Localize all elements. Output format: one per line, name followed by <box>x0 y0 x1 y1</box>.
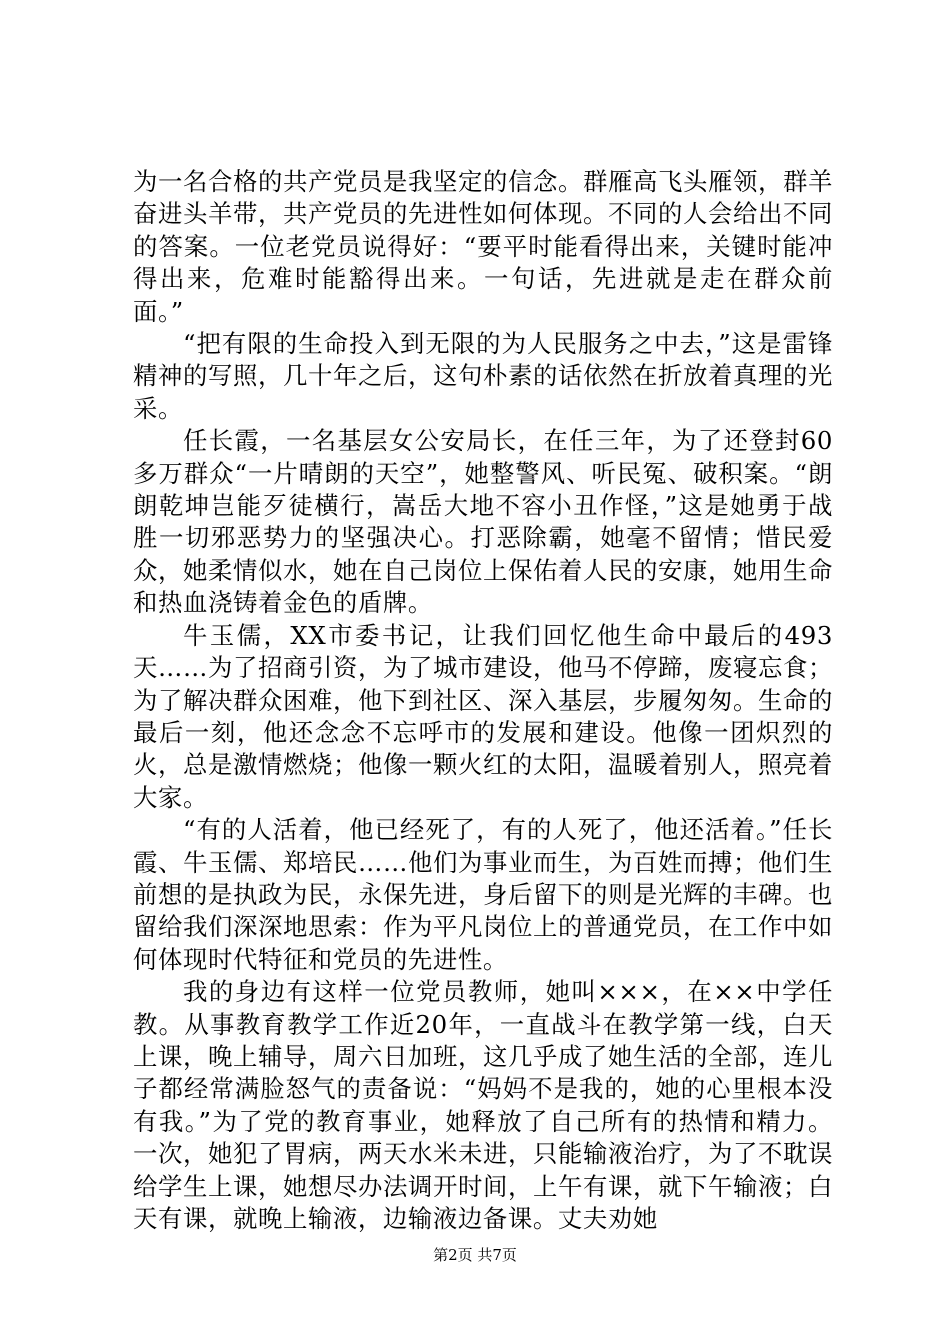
page-number-footer: 第2页 共7页 <box>433 1246 517 1264</box>
paragraph-reflection: “有的人活着，他已经死了，有的人死了，他还活着。”任长霞、牛玉儒、郑培民……他们为事业而生，为百姓而搏；他们生前想的是执政为民，永保先进，身后留下的则是光辉的丰碑。也留给我们深深地思索：作为平凡岗位上的普通党员，在工作中如何体现时代特征和党员的先进性。 <box>133 815 833 974</box>
paragraph-teacher-story: 我的身边有这样一位党员教师，她叫×××，在××中学任教。从事教育教学工作近20年，一直战斗在教学第一线，白天上课，晚上辅导，周六日加班，这几乎成了她生活的全部，连儿子都经常满脸怒气的责备说：“妈妈不是我的，她的心里根本没有我。”为了党的教育事业，她释放了自己所有的热情和精力。一次，她犯了胃病，两天水米未进，只能输液治疗，为了不耽误给学生上课，她想尽办法调开时间，上午有课，就下午输液；白天有课，就晚上输液，边输液边备课。丈夫劝她 <box>133 977 833 1233</box>
document-body <box>133 166 833 1235</box>
paragraph-ren-changxia: 任长霞，一名基层女公安局长，在任三年，为了还登封60多万群众“一片晴朗的天空”，她整警风、听民冤、破积案。“朗朗乾坤岂能歹徒横行，嵩岳大地不容小丑作怪，”这是她勇于战胜一切邪恶势力的坚强决心。打恶除霸，她毫不留情；惜民爱众，她柔情似水，她在自己岗位上保佑着人民的安康，她用生命和热血浇铸着金色的盾牌。 <box>133 426 833 618</box>
paragraph-leifeng-quote: “把有限的生命投入到无限的为人民服务之中去，”这是雷锋精神的写照，几十年之后，这句朴素的话依然在折放着真理的光采。 <box>133 329 833 423</box>
paragraph-niu-yuru: 牛玉儒，XX市委书记，让我们回忆他生命中最后的493天……为了招商引资，为了城市建设，他马不停蹄，废寝忘食；为了解决群众困难，他下到社区、深入基层，步履匆匆。生命的最后一刻，他还念念不忘呼市的发展和建设。他像一团炽烈的火，总是激情燃烧；他像一颗火红的太阳，温暖着别人，照亮着大家。 <box>133 620 833 812</box>
paragraph-continued: 为一名合格的共产党员是我坚定的信念。群雁高飞头雁领，群羊奋进头羊带，共产党员的先进性如何体现。不同的人会给出不同的答案。一位老党员说得好：“要平时能看得出来，关键时能冲得出来，危难时能豁得出来。一句话，先进就是走在群众前面。” <box>133 167 833 326</box>
